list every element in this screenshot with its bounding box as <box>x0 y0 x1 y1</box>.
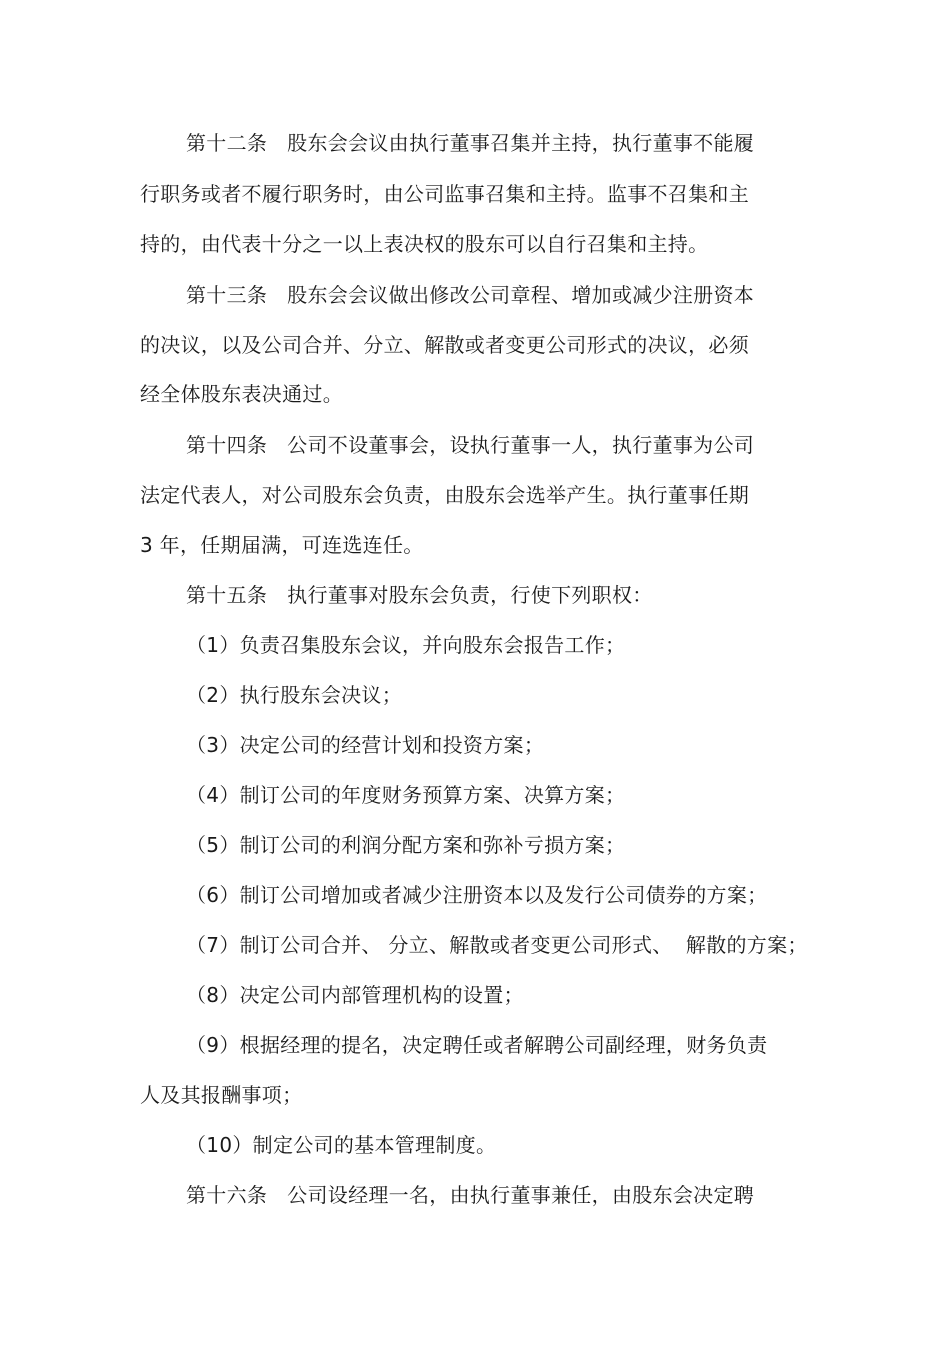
list-item-9: （9）根据经理的提名，决定聘任或者解聘公司副经理，财务负责 <box>186 1033 768 1057</box>
list-item-10: （10）制定公司的基本管理制度。 <box>186 1133 497 1157</box>
text-line: 法定代表人，对公司股东会负责，由股东会选举产生。执行董事任期 <box>140 483 749 507</box>
list-item-7: （7）制订公司合并、 分立、解散或者变更公司形式、 解散的方案； <box>186 933 808 957</box>
text-line-article-12: 第十二条 股东会会议由执行董事召集并主持，执行董事不能履 <box>186 131 755 155</box>
list-item-5: （5）制订公司的利润分配方案和弥补亏损方案； <box>186 833 626 857</box>
text-line: 3 年，任期届满，可连选连任。 <box>140 533 424 557</box>
text-line: 持的，由代表十分之一以上表决权的股东可以自行召集和主持。 <box>140 232 709 256</box>
list-item-3: （3）决定公司的经营计划和投资方案； <box>186 733 545 757</box>
text-line: 的决议，以及公司合并、分立、解散或者变更公司形式的决议，必须 <box>140 333 749 357</box>
list-item-4: （4）制订公司的年度财务预算方案、决算方案； <box>186 783 626 807</box>
text-line-article-13: 第十三条 股东会会议做出修改公司章程、增加或减少注册资本 <box>186 283 755 307</box>
text-line-article-16: 第十六条 公司设经理一名，由执行董事兼任，由股东会决定聘 <box>186 1183 755 1207</box>
text-line-article-15: 第十五条 执行董事对股东会负责，行使下列职权： <box>186 583 653 607</box>
list-item-8: （8）决定公司内部管理机构的设置； <box>186 983 524 1007</box>
text-line: 行职务或者不履行职务时，由公司监事召集和主持。监事不召集和主 <box>140 182 749 206</box>
text-line-article-14: 第十四条 公司不设董事会，设执行董事一人，执行董事为公司 <box>186 433 755 457</box>
text-line: 人及其报酬事项； <box>140 1083 303 1107</box>
list-item-6: （6）制订公司增加或者减少注册资本以及发行公司债券的方案； <box>186 883 768 907</box>
list-item-2: （2）执行股东会决议； <box>186 683 403 707</box>
list-item-1: （1）负责召集股东会议，并向股东会报告工作； <box>186 633 626 657</box>
text-line: 经全体股东表决通过。 <box>140 382 343 406</box>
